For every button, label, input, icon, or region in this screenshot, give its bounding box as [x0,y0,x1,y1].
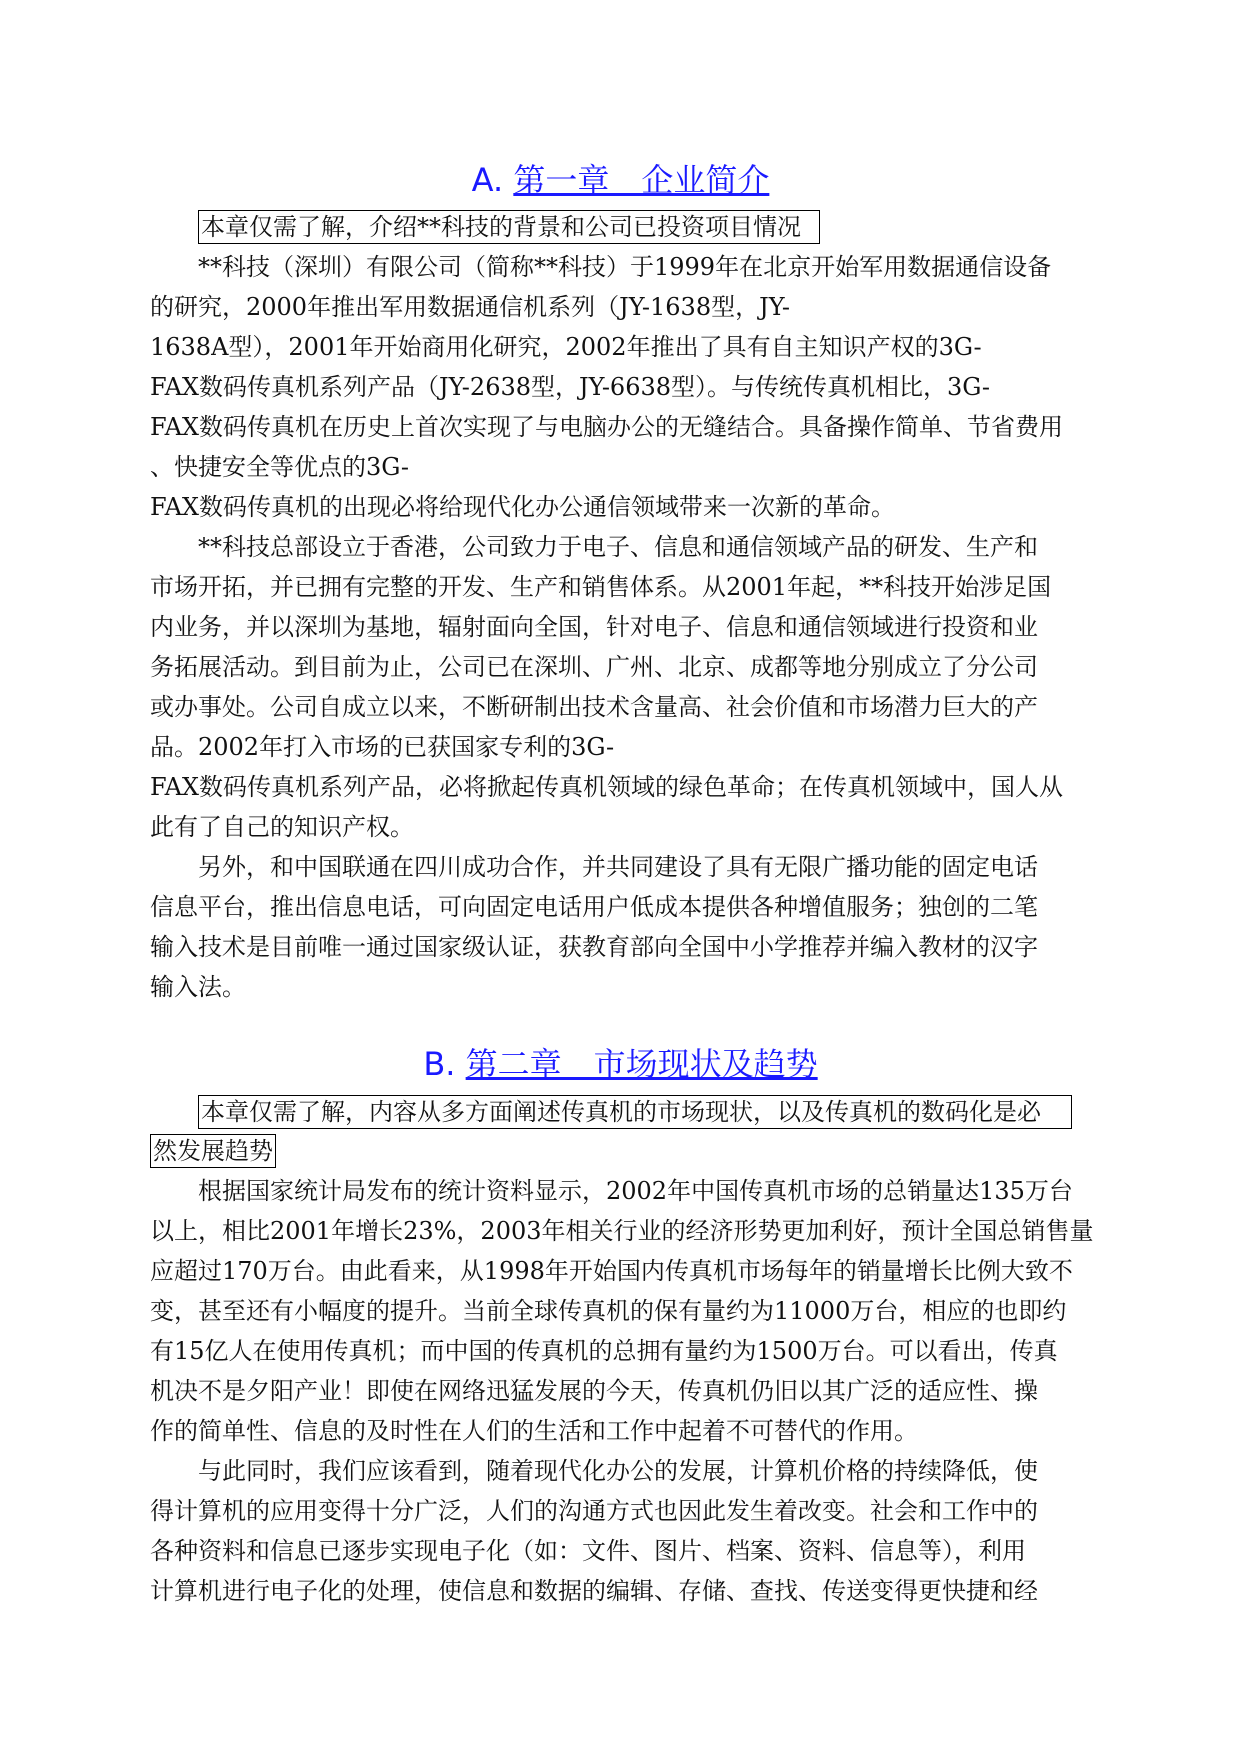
body-line: FAX数码传真机在历史上首次实现了与电脑办公的无缝结合。具备操作简单、节省费用 [150,413,1063,441]
chapter-a-prefix: A. [471,161,504,199]
body-line: 或办事处。公司自成立以来，不断研制出技术含量高、社会价值和市场潜力巨大的产 [150,693,1038,721]
body-line: FAX数码传真机系列产品（JY-2638型，JY-6638型）。与传统传真机相比，3G- [150,373,991,401]
body-line: 品。2002年打入市场的已获国家专利的3G- [150,733,615,761]
body-line: 输入法。 [150,973,246,1001]
body-line: 此有了自己的知识产权。 [150,813,414,841]
chapter-b-note-line1: 本章仅需了解，内容从多方面阐述传真机的市场现状，以及传真机的数码化是必 [198,1095,1072,1129]
chapter-a-heading [0,158,1241,202]
body-line: 变，甚至还有小幅度的提升。当前全球传真机的保有量约为11000万台，相应的也即约 [150,1297,1067,1325]
body-line: 得计算机的应用变得十分广泛，人们的沟通方式也因此发生着改变。社会和工作中的 [150,1497,1038,1525]
body-line: 输入技术是目前唯一通过国家级认证，获教育部向全国中小学推荐并编入教材的汉字 [150,933,1038,961]
body-line: 机决不是夕阳产业！即使在网络迅猛发展的今天，传真机仍旧以其广泛的适应性、操 [150,1377,1038,1405]
body-line: 根据国家统计局发布的统计资料显示，2002年中国传真机市场的总销量达135万台 [198,1177,1073,1205]
body-line: 计算机进行电子化的处理，使信息和数据的编辑、存储、查找、传送变得更快捷和经 [150,1577,1038,1605]
body-line: 以上，相比2001年增长23%，2003年相关行业的经济形势更加利好，预计全国总销售量 [150,1217,1094,1245]
body-line: 另外，和中国联通在四川成功合作，并共同建设了具有无限广播功能的固定电话 [198,853,1038,881]
chapter-a-note: 本章仅需了解，介绍**科技的背景和公司已投资项目情况 [198,210,820,244]
body-line: 1638A型），2001年开始商用化研究，2002年推出了具有自主知识产权的3G- [150,333,982,361]
body-line: **科技（深圳）有限公司（简称**科技）于1999年在北京开始军用数据通信设备 [198,253,1052,281]
chapter-a-title-link[interactable]: 第一章 企业简介 [513,161,770,199]
body-line: 各种资料和信息已逐步实现电子化（如：文件、图片、档案、资料、信息等），利用 [150,1537,1026,1565]
chapter-b-prefix: B. [423,1045,456,1083]
body-line: FAX数码传真机系列产品，必将掀起传真机领域的绿色革命；在传真机领域中，国人从 [150,773,1063,801]
chapter-b-note-line2: 然发展趋势 [150,1134,276,1168]
chapter-b-title-link[interactable]: 第二章 市场现状及趋势 [465,1045,818,1083]
body-line: 市场开拓，并已拥有完整的开发、生产和销售体系。从2001年起，**科技开始涉足国 [150,573,1052,601]
body-line: 信息平台，推出信息电话，可向固定电话用户低成本提供各种增值服务；独创的二笔 [150,893,1038,921]
body-line: 作的简单性、信息的及时性在人们的生活和工作中起着不可替代的作用。 [150,1417,918,1445]
body-line: 、快捷安全等优点的3G- [150,453,409,481]
body-line: 务拓展活动。到目前为止，公司已在深圳、广州、北京、成都等地分别成立了分公司 [150,653,1038,681]
body-line: FAX数码传真机的出现必将给现代化办公通信领域带来一次新的革命。 [150,493,895,521]
body-line: 应超过170万台。由此看来，从1998年开始国内传真机市场每年的销量增长比例大致不 [150,1257,1073,1285]
body-line: 与此同时，我们应该看到，随着现代化办公的发展，计算机价格的持续降低，使 [198,1457,1038,1485]
body-line: 内业务，并以深圳为基地，辐射面向全国，针对电子、信息和通信领域进行投资和业 [150,613,1038,641]
body-line: 有15亿人在使用传真机；而中国的传真机的总拥有量约为1500万台。可以看出，传真 [150,1337,1058,1365]
chapter-b-heading [0,1042,1241,1086]
body-line: 的研究，2000年推出军用数据通信机系列（JY-1638型，JY- [150,293,791,321]
body-line: **科技总部设立于香港，公司致力于电子、信息和通信领域产品的研发、生产和 [198,533,1038,561]
